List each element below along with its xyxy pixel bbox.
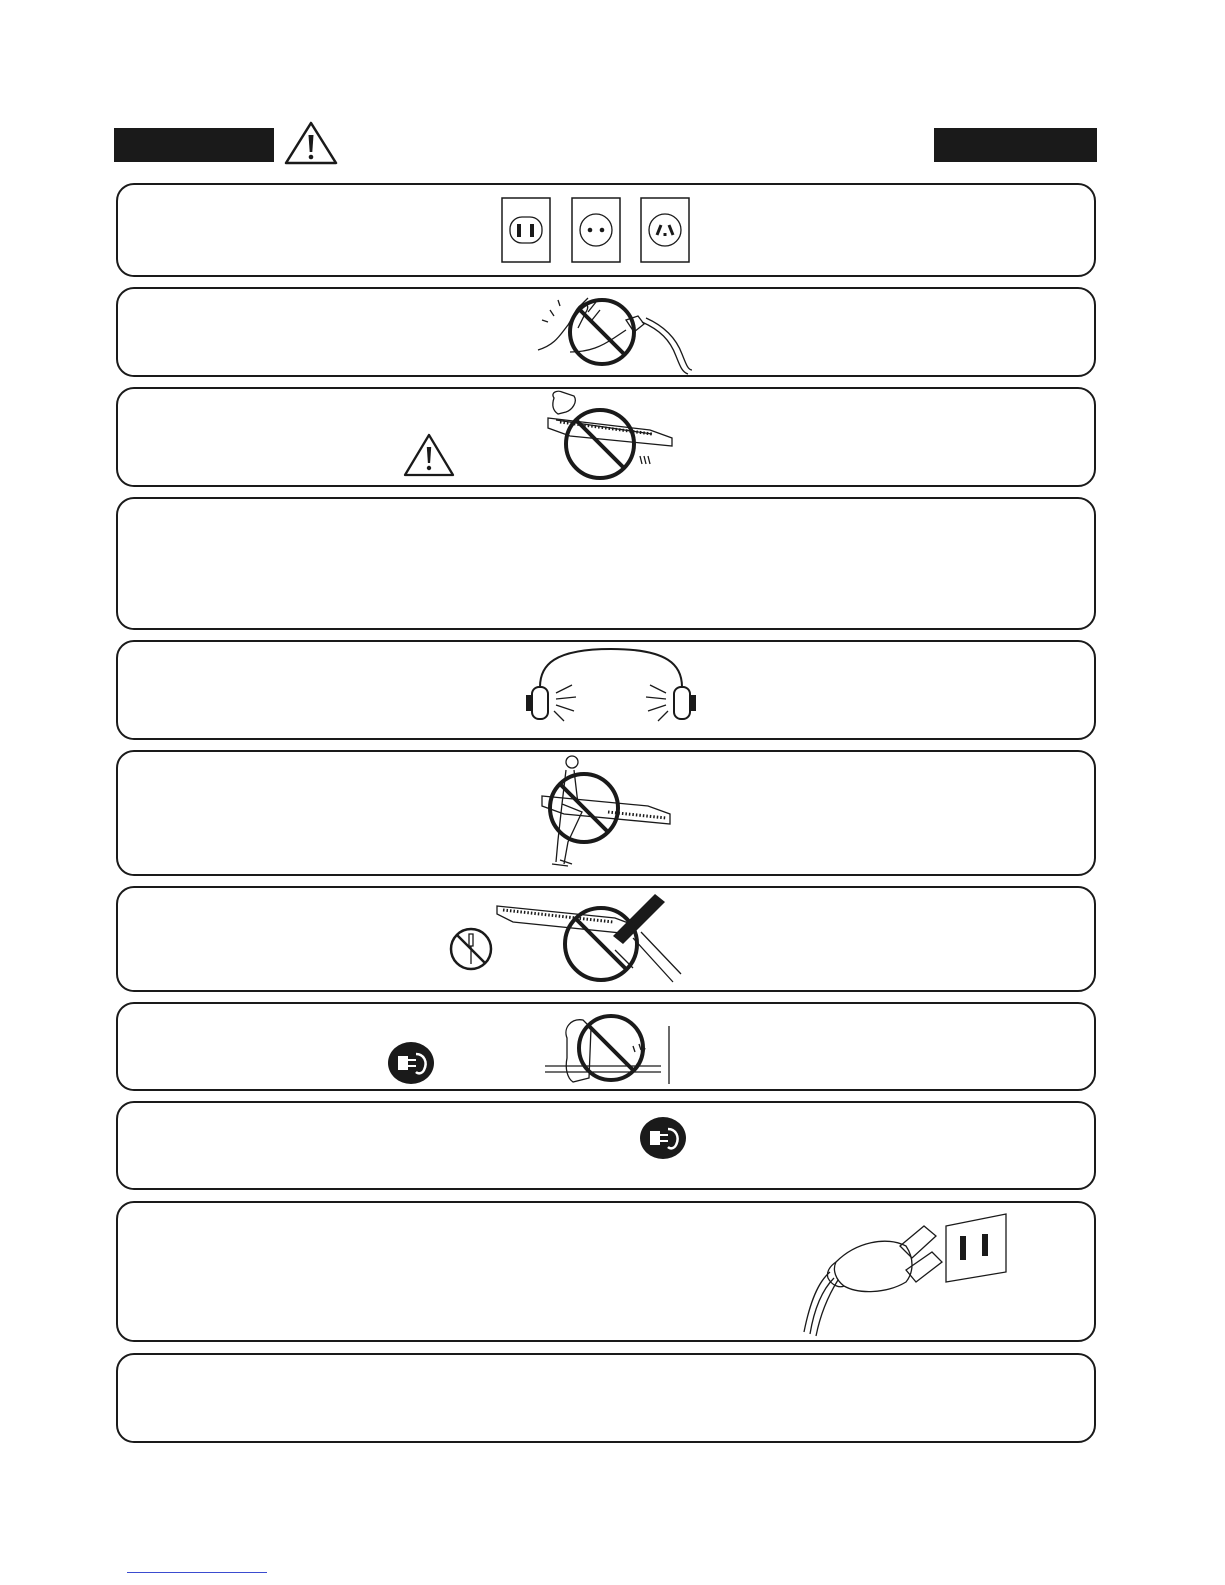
- bottom-link-underline[interactable]: [127, 1572, 267, 1573]
- headphones-volume-icon: [524, 645, 699, 725]
- screwdriver-prohibited-small-icon: [448, 926, 494, 972]
- unplug-icon: [386, 1040, 436, 1086]
- polarized-plug-outlet-icon: [796, 1206, 1012, 1338]
- panel-text-only-2: [116, 1353, 1096, 1443]
- pull-cord-prohibited-icon: [543, 1008, 673, 1088]
- wet-hand-plug-prohibited-icon: [530, 290, 695, 374]
- outlet-two-flat-icon: [501, 197, 551, 263]
- warning-triangle-icon: [402, 432, 456, 478]
- header-right-bar: [934, 128, 1097, 162]
- unplug-icon: [638, 1115, 688, 1161]
- person-sitting-prohibited-icon: [538, 752, 673, 872]
- disassembly-prohibited-icon: [495, 892, 695, 986]
- outlet-angled-icon: [640, 197, 690, 263]
- warning-triangle-icon: [283, 120, 339, 166]
- header-left-bar: [114, 128, 274, 162]
- panel-unplug-2: [116, 1101, 1096, 1190]
- panel-text-only: [116, 497, 1096, 630]
- vase-on-piano-prohibited-icon: [540, 388, 675, 482]
- outlet-two-round-icon: [571, 197, 621, 263]
